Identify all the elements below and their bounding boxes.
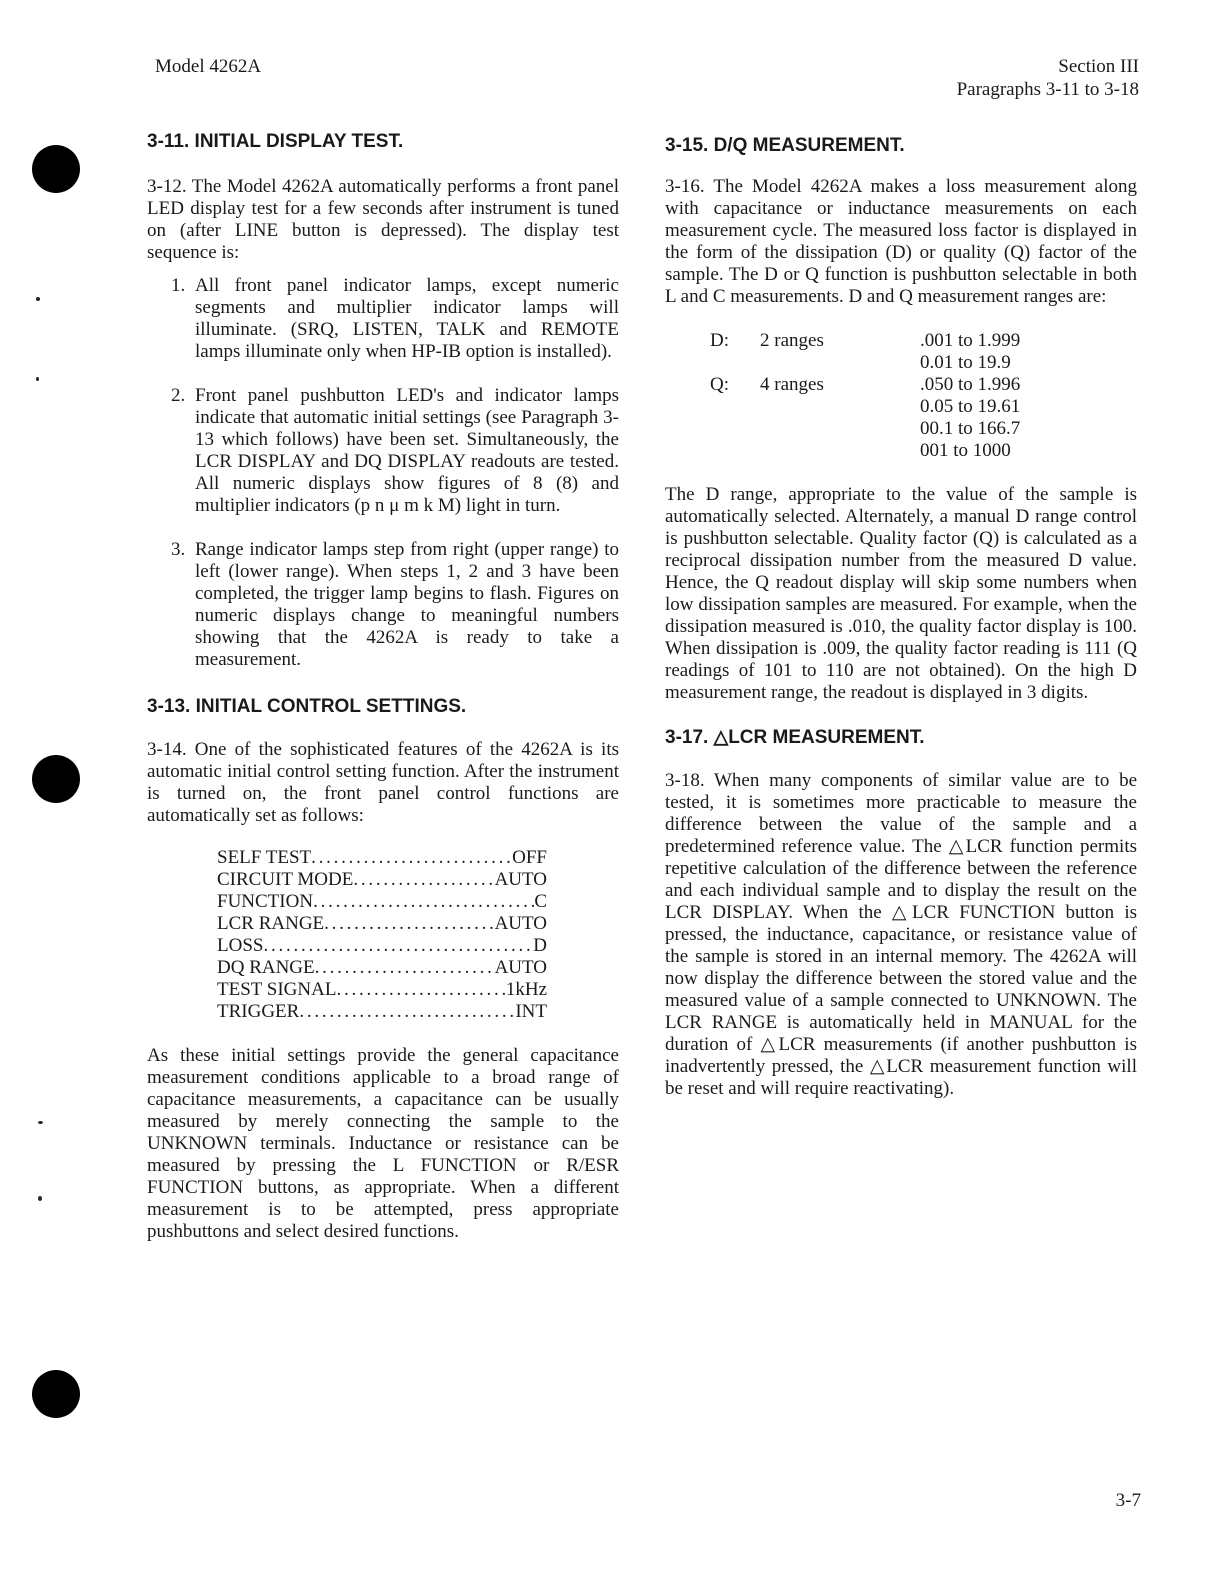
list-item: [147, 385, 619, 517]
setting-row: [217, 847, 547, 869]
range-value: 00.1 to 166.7: [920, 418, 1021, 439]
setting-label: LOSS: [217, 935, 264, 956]
setting-label: CIRCUIT MODE: [217, 869, 354, 890]
paragraph-initial-settings: As these initial settings provide the general capacitance measurement conditions applicable to a broad range of capacitance measurements, a capacitance can be usually measured by merely connecting the sample to the UNKNOWN terminals. Inductance or resistance can be measured by pressing the L FUNCTION or R/ESR FUNCTION buttons, as appropriate. When a different measurement is to be attempted, press appropriate pushbuttons and select desired functions.: [147, 1045, 619, 1242]
setting-row: [217, 869, 547, 891]
setting-value: C: [534, 891, 547, 912]
heading-3-13: 3-13. INITIAL CONTROL SETTINGS.: [147, 696, 467, 717]
list-item-text: Range indicator lamps step from right (upper range) to left (lower range). When steps 1, 2 and 3 have been completed, the trigger lamp begins to flash. Figures on numeric displays change to meaningful numbers showing that the 4262A is ready to take a measurement.: [195, 539, 619, 670]
setting-label: LCR RANGE: [217, 913, 325, 934]
paragraph-3-16: 3-16. The Model 4262A makes a loss measurement along with capacitance or inductance measurements on each measurement cycle. The measured loss factor is displayed in the form of the dissipation (D) or quality (Q) factor of the sample. The D or Q function is pushbutton selectable in both L and C measurements. D and Q measurement ranges are:: [665, 176, 1137, 307]
range-count: 2 ranges: [760, 330, 824, 351]
range-key: Q:: [710, 374, 729, 395]
range-value: 001 to 1000: [920, 440, 1011, 461]
list-item-number: 3.: [171, 539, 186, 560]
range-key: D:: [710, 330, 729, 351]
list-item: [147, 539, 619, 671]
setting-value: AUTO: [494, 869, 547, 890]
binder-hole-middle: [32, 755, 80, 803]
setting-label: TRIGGER: [217, 1001, 300, 1022]
setting-row: [217, 1001, 547, 1023]
list-item: [147, 275, 619, 363]
paragraphs-label: Paragraphs 3-11 to 3-18: [956, 79, 1139, 100]
list-item-text: Front panel pushbutton LED's and indicator lamps indicate that automatic initial settings (see Paragraph 3-13 which follows) have been set. Simultaneously, the LCR DISPLAY and DQ DISPLAY readouts are tested. All numeric displays show figures of 8 (8) and multiplier indicators (p n μ m k M) light in turn.: [195, 385, 619, 516]
setting-label: FUNCTION: [217, 891, 314, 912]
heading-3-17: 3-17. △LCR MEASUREMENT.: [665, 727, 925, 748]
display-test-list: [147, 275, 619, 671]
paragraph-3-12: 3-12. The Model 4262A automatically performs a front panel LED display test for a few seconds after instrument is tuned on (after LINE button is depressed). The display test sequence is:: [147, 176, 619, 263]
paragraph-3-18: 3-18. When many components of similar value are to be tested, it is sometimes more practicable to measure the difference between the value of the sample and a predetermined reference value. The △LCR function permits repetitive calculation of the difference between the reference and each individual sample and to display the result on the LCR DISPLAY. When the △LCR FUNCTION button is pressed, the inductance, capacitance, or resistance value of the sample is stored in an internal memory. The 4262A will now display the difference between the stored value and the measured value of a sample connected to UNKNOWN. The LCR RANGE is automatically held in MANUAL for the duration of △LCR measurements (if another pushbutton is inadvertently pressed, the △LCR measurement function will be reset and will require reactivating).: [665, 770, 1137, 1099]
setting-value: D: [533, 935, 547, 956]
paragraph-3-14: 3-14. One of the sophisticated features of the 4262A is its automatic initial control setting function. After the instrument is turned on, the front panel control functions are automatically set as follows:: [147, 739, 619, 826]
range-count: [760, 418, 920, 440]
right-column: [665, 130, 1137, 1100]
setting-label: SELF TEST: [217, 847, 312, 868]
model-header: Model 4262A: [155, 56, 262, 77]
range-key: [710, 418, 760, 440]
speck: [36, 377, 39, 381]
range-value: .050 to 1.996: [920, 374, 1021, 395]
section-header: [957, 55, 1139, 101]
setting-value: OFF: [512, 847, 547, 868]
initial-settings-table: [217, 847, 547, 1023]
range-value: .001 to 1.999: [920, 330, 1021, 351]
range-count: [760, 352, 920, 374]
setting-row: [217, 891, 547, 913]
speck: [38, 1121, 43, 1124]
range-value: 0.05 to 19.61: [920, 396, 1021, 417]
setting-value: AUTO: [494, 913, 547, 934]
heading-3-15: 3-15. D/Q MEASUREMENT.: [665, 135, 905, 156]
range-count: [760, 396, 920, 418]
setting-row: [217, 957, 547, 979]
range-value: 0.01 to 19.9: [920, 352, 1011, 373]
setting-value: 1kHz: [505, 979, 547, 1000]
left-column: [147, 130, 619, 1243]
range-key: [710, 396, 760, 418]
dq-ranges-table: [710, 330, 1137, 462]
range-key: [710, 440, 760, 462]
speck: [36, 297, 40, 301]
heading-3-11: 3-11. INITIAL DISPLAY TEST.: [147, 131, 404, 152]
setting-value: INT: [515, 1001, 547, 1022]
setting-row: [217, 979, 547, 1001]
binder-hole-bottom: [32, 1370, 80, 1418]
setting-row: [217, 935, 547, 957]
speck: [38, 1196, 42, 1201]
list-item-number: 1.: [171, 275, 186, 296]
range-key: [710, 352, 760, 374]
paragraph-d-range: The D range, appropriate to the value of the sample is automatically selected. Alternately, a manual D range control is pushbutton selectable. Quality factor (Q) is calculated as a reciprocal dissipation number from the measured D value. Hence, the Q readout display will skip some numbers when low dissipation samples are measured. For example, when the dissipation measured is .010, the quality factor display is 100. When dissipation is .009, the quality factor reading is 111 (Q readings of 101 to 110 are not obtained). On the high D measurement range, the readout is displayed in 3 digits.: [665, 484, 1137, 703]
setting-value: AUTO: [494, 957, 547, 978]
list-item-number: 2.: [171, 385, 186, 406]
setting-row: [217, 913, 547, 935]
binder-hole-top: [32, 145, 80, 193]
setting-label: DQ RANGE: [217, 957, 315, 978]
range-count: 4 ranges: [760, 374, 824, 395]
range-count: [760, 440, 920, 462]
section-label: Section III: [1058, 56, 1139, 77]
setting-label: TEST SIGNAL: [217, 979, 337, 1000]
page-number: 3-7: [1115, 1490, 1141, 1511]
list-item-text: All front panel indicator lamps, except numeric segments and multiplier indicator lamps will illuminate. (SRQ, LISTEN, TALK and REMOTE lamps illuminate only when HP-IB option is installed).: [195, 275, 619, 362]
